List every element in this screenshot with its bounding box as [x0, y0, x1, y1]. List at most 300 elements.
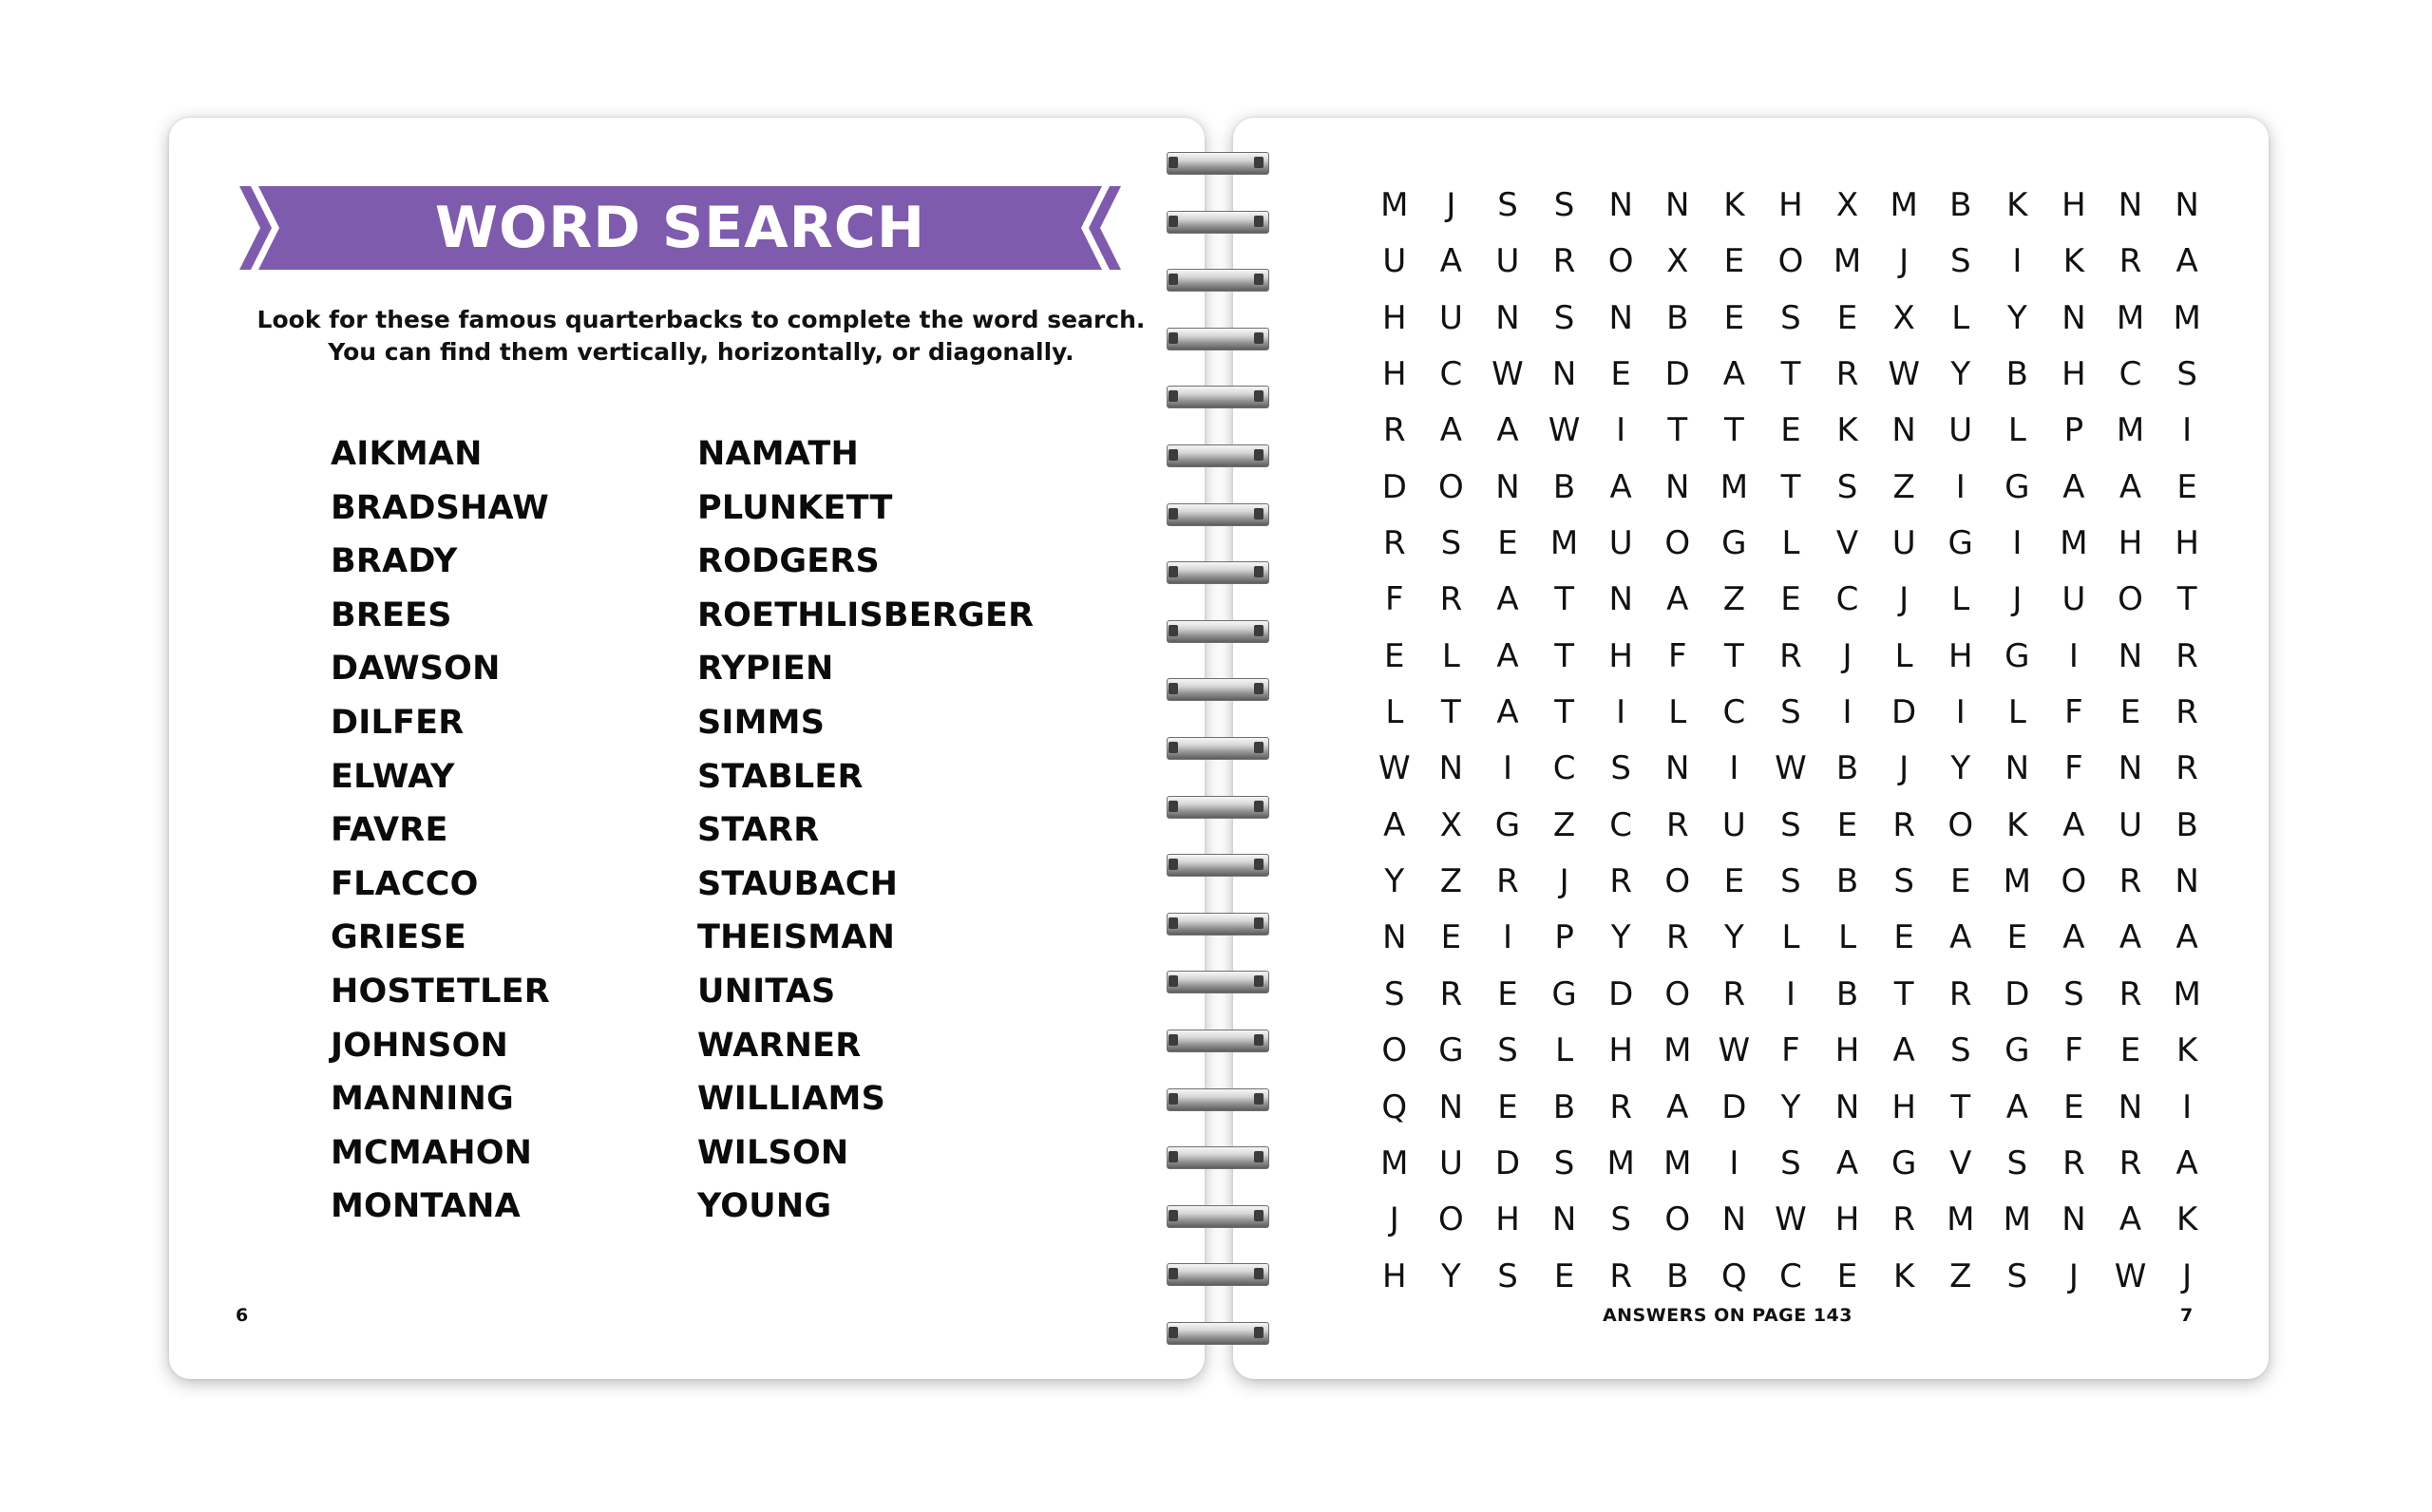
grid-letter: N [2118, 636, 2143, 675]
grid-letter: U [2062, 580, 2086, 619]
grid-letter: D [2004, 974, 2030, 1013]
grid-letter: Z [1439, 862, 1463, 901]
grid-letter: N [1608, 298, 1633, 337]
grid-letter: U [1948, 411, 1973, 450]
word-list-item: THEISMAN [697, 918, 896, 957]
grid-letter: K [2006, 805, 2028, 844]
grid-letter: O [1948, 805, 1974, 844]
grid-letter: S [1893, 862, 1914, 901]
grid-letter: D [1891, 693, 1917, 732]
grid-letter: U [1495, 242, 1520, 281]
grid-letter: S [1949, 242, 1971, 281]
title-banner [239, 186, 1121, 270]
grid-letter: S [2006, 1143, 2028, 1182]
grid-letter: N [2062, 298, 2086, 337]
grid-letter: N [1608, 580, 1633, 619]
grid-letter: F [2064, 1031, 2083, 1070]
grid-letter: A [2176, 918, 2198, 957]
grid-letter: C [1835, 580, 1859, 619]
grid-letter: U [1438, 1143, 1463, 1182]
grid-letter: O [1664, 524, 1691, 563]
grid-letter: N [2118, 1087, 2143, 1126]
grid-letter: Y [1384, 862, 1405, 901]
grid-letter: L [1441, 636, 1460, 675]
grid-letter: I [1955, 467, 1966, 506]
grid-letter: E [1497, 974, 1518, 1013]
grid-letter: M [1663, 1031, 1692, 1070]
word-list-item: RODGERS [697, 542, 880, 581]
grid-letter: F [2064, 749, 2083, 788]
grid-letter: A [2118, 918, 2142, 957]
grid-letter: R [2176, 693, 2198, 732]
grid-letter: Y [1723, 918, 1744, 957]
grid-letter: W [1775, 749, 1807, 788]
grid-letter: G [1890, 1143, 1917, 1182]
grid-letter: J [2068, 1257, 2079, 1295]
grid-letter: H [2175, 524, 2199, 563]
grid-letter: P [2063, 411, 2084, 450]
grid-letter: N [2175, 186, 2199, 224]
grid-letter: S [1780, 862, 1801, 901]
grid-letter: C [2118, 355, 2142, 394]
word-list-item: STAUBACH [697, 864, 899, 903]
spiral-ring [1167, 1322, 1271, 1345]
grid-letter: C [1439, 355, 1463, 394]
word-list-item: ROETHLISBERGER [697, 595, 1035, 634]
grid-letter: E [2119, 1031, 2141, 1070]
word-list-item: JOHNSON [331, 1026, 509, 1065]
grid-letter: R [1439, 580, 1463, 619]
word-list-item: DILFER [331, 703, 465, 742]
answers-note: ANSWERS ON PAGE 143 [1602, 1305, 1852, 1326]
grid-letter: R [1496, 862, 1519, 901]
spiral-ring [1167, 386, 1271, 408]
word-list-column-1 [331, 427, 550, 1234]
grid-letter: S [1497, 1031, 1518, 1070]
grid-letter: E [1553, 1257, 1575, 1295]
grid-letter: R [1665, 918, 1689, 957]
grid-letter: N [1665, 467, 1690, 506]
grid-letter: E [1723, 242, 1745, 281]
grid-letter: H [1382, 1257, 1407, 1295]
grid-letter: E [1497, 524, 1518, 563]
spiral-ring [1167, 1263, 1271, 1286]
grid-letter: S [1497, 1257, 1518, 1295]
grid-letter: S [1610, 749, 1631, 788]
grid-letter: E [1610, 355, 1631, 394]
grid-letter: Y [1950, 749, 1971, 788]
word-list-item: HOSTETLER [331, 972, 550, 1011]
spiral-ring [1167, 854, 1271, 877]
grid-letter: R [1722, 974, 1746, 1013]
grid-letter: R [1439, 974, 1463, 1013]
spiral-ring [1167, 269, 1271, 292]
grid-letter: F [1667, 636, 1687, 675]
grid-letter: A [2118, 1200, 2142, 1239]
grid-letter: T [1667, 411, 1688, 450]
grid-letter: J [1899, 580, 1910, 619]
grid-letter: N [1665, 749, 1690, 788]
grid-letter: S [1836, 467, 1858, 506]
spiral-ring [1167, 1205, 1271, 1228]
word-list-item: YOUNG [697, 1187, 832, 1226]
grid-letter: E [2006, 918, 2028, 957]
grid-letter: M [1606, 1143, 1635, 1182]
word-list-item: STABLER [697, 757, 864, 796]
grid-letter: X [1666, 242, 1689, 281]
word-list-item: UNITAS [697, 972, 836, 1011]
grid-letter: E [1949, 862, 1971, 901]
grid-letter: R [1892, 1200, 1915, 1239]
grid-letter: S [1780, 805, 1801, 844]
grid-letter: E [1384, 636, 1405, 675]
grid-letter: M [1549, 524, 1579, 563]
grid-letter: N [2004, 749, 2030, 788]
grid-letter: M [1663, 1143, 1692, 1182]
grid-letter: J [1559, 862, 1569, 901]
grid-letter: A [1439, 411, 1463, 450]
grid-letter: H [2062, 186, 2086, 224]
grid-letter: V [1949, 1143, 1972, 1182]
grid-letter: N [1438, 749, 1464, 788]
grid-letter: A [1666, 1087, 1689, 1126]
grid-letter: K [1892, 1257, 1915, 1295]
grid-letter: W [1378, 749, 1411, 788]
grid-letter: O [1381, 1031, 1408, 1070]
grid-letter: A [1949, 918, 1972, 957]
grid-letter: H [1382, 355, 1407, 394]
word-list-item: BREES [331, 595, 452, 634]
grid-letter: C [1552, 749, 1576, 788]
grid-letter: F [1781, 1031, 1800, 1070]
grid-letter: S [1553, 186, 1575, 224]
word-list-item: AIKMAN [331, 435, 483, 473]
grid-letter: I [2012, 524, 2023, 563]
grid-letter: U [2118, 805, 2142, 844]
spiral-ring [1167, 211, 1271, 234]
grid-letter: Y [1441, 1257, 1461, 1295]
grid-letter: A [1439, 242, 1463, 281]
grid-letter: W [2114, 1257, 2147, 1295]
word-list-item: FAVRE [331, 811, 448, 850]
word-list-item: PLUNKETT [697, 488, 893, 527]
grid-letter: J [2182, 1257, 2193, 1295]
grid-letter: I [1842, 693, 1852, 732]
grid-letter: A [2176, 242, 2198, 281]
grid-letter: B [1835, 974, 1859, 1013]
grid-letter: J [1899, 749, 1910, 788]
grid-letter: S [1553, 1143, 1575, 1182]
grid-letter: R [1609, 1087, 1632, 1126]
grid-letter: R [1779, 636, 1802, 675]
grid-letter: O [1777, 242, 1804, 281]
grid-letter: U [1721, 805, 1746, 844]
word-list-item: SIMMS [697, 703, 826, 742]
spiral-ring [1167, 444, 1271, 467]
word-list-item: WARNER [697, 1026, 862, 1065]
grid-letter: H [1778, 186, 1803, 224]
grid-letter: G [1551, 974, 1577, 1013]
grid-letter: A [2062, 805, 2085, 844]
grid-letter: L [2007, 693, 2026, 732]
grid-letter: I [1729, 749, 1739, 788]
grid-letter: U [1382, 242, 1407, 281]
grid-letter: S [1780, 298, 1801, 337]
grid-letter: S [1384, 974, 1405, 1013]
grid-letter: M [2116, 411, 2145, 450]
grid-letter: R [2118, 1143, 2142, 1182]
grid-letter: E [1893, 918, 1914, 957]
grid-letter: R [1892, 805, 1915, 844]
left-page [169, 118, 1205, 1379]
grid-letter: M [1720, 467, 1749, 506]
grid-letter: L [1951, 580, 1970, 619]
grid-letter: E [1723, 862, 1745, 901]
grid-letter: E [2063, 1087, 2084, 1126]
grid-letter: N [1495, 298, 1520, 337]
grid-letter: R [2176, 636, 2198, 675]
grid-letter: S [2176, 355, 2197, 394]
grid-letter: K [2176, 1200, 2198, 1239]
grid-letter: T [1950, 1087, 1971, 1126]
grid-letter: A [1609, 467, 1632, 506]
grid-letter: Z [1552, 805, 1576, 844]
grid-letter: F [1385, 580, 1404, 619]
grid-letter: K [1836, 411, 1858, 450]
grid-letter: R [2176, 749, 2198, 788]
grid-letter: B [1552, 467, 1576, 506]
grid-letter: S [1780, 1143, 1801, 1182]
spiral-ring [1167, 913, 1271, 936]
word-list-item: FLACCO [331, 864, 479, 903]
grid-letter: M [2003, 1200, 2031, 1239]
spiral-ring [1167, 503, 1271, 526]
grid-letter: R [2118, 242, 2142, 281]
word-list-item: RYPIEN [697, 650, 834, 689]
grid-letter: R [1382, 524, 1406, 563]
grid-letter: O [1664, 862, 1691, 901]
grid-letter: A [1383, 805, 1406, 844]
word-list-column-2 [697, 427, 1034, 1234]
grid-letter: S [1497, 186, 1518, 224]
grid-letter: A [1496, 636, 1519, 675]
grid-letter: R [2118, 974, 2142, 1013]
grid-letter: R [2118, 862, 2142, 901]
grid-letter: Q [1720, 1257, 1747, 1295]
grid-letter: G [1721, 524, 1747, 563]
grid-letter: G [2004, 636, 2030, 675]
grid-letter: E [1836, 298, 1858, 337]
grid-letter: A [1666, 580, 1689, 619]
instructions-line-1: Look for these famous quarterbacks to complete the word search. [256, 306, 1146, 333]
grid-letter: S [2006, 1257, 2028, 1295]
word-list-item: NAMATH [697, 435, 859, 473]
grid-letter: N [2175, 862, 2199, 901]
spiral-ring [1167, 1146, 1271, 1169]
grid-letter: I [1502, 749, 1512, 788]
grid-letter: N [1382, 918, 1407, 957]
grid-letter: K [2006, 186, 2028, 224]
grid-letter: H [1608, 636, 1633, 675]
grid-letter: A [1835, 1143, 1859, 1182]
grid-letter: E [1836, 1257, 1858, 1295]
grid-letter: U [1891, 524, 1916, 563]
grid-letter: N [1891, 411, 1916, 450]
grid-letter: N [2118, 186, 2143, 224]
grid-letter: M [2173, 298, 2201, 337]
grid-letter: W [1548, 411, 1581, 450]
grid-letter: T [1893, 974, 1914, 1013]
grid-letter: G [1494, 805, 1521, 844]
grid-letter: S [1440, 524, 1462, 563]
grid-letter: N [1721, 1200, 1747, 1239]
page-number: 6 [236, 1305, 249, 1326]
grid-letter: L [1894, 636, 1913, 675]
grid-letter: O [1438, 1200, 1464, 1239]
grid-letter: A [2118, 467, 2142, 506]
grid-letter: B [2005, 355, 2028, 394]
grid-letter: G [2004, 467, 2030, 506]
grid-letter: E [1723, 298, 1745, 337]
grid-letter: W [1718, 1031, 1751, 1070]
grid-letter: O [1664, 1200, 1691, 1239]
grid-letter: Z [1892, 467, 1915, 506]
spiral-binding [1167, 0, 1271, 1512]
grid-letter: X [1439, 805, 1463, 844]
spiral-ring [1167, 152, 1271, 175]
grid-letter: E [1836, 805, 1858, 844]
grid-letter: E [1440, 918, 1462, 957]
grid-letter: D [1721, 1087, 1747, 1126]
word-list-item: GRIESE [331, 918, 466, 957]
grid-letter: O [1438, 467, 1464, 506]
grid-letter: Y [1610, 918, 1631, 957]
grid-letter: X [1835, 186, 1859, 224]
grid-letter: L [1781, 918, 1800, 957]
grid-letter: B [1666, 298, 1689, 337]
grid-letter: M [1833, 242, 1862, 281]
spiral-ring [1167, 620, 1271, 643]
grid-letter: A [2062, 918, 2085, 957]
grid-letter: S [1610, 1200, 1631, 1239]
right-page [1233, 118, 2269, 1379]
grid-letter: D [1664, 355, 1690, 394]
grid-letter: Y [2006, 298, 2027, 337]
word-list-item: BRADY [331, 542, 458, 581]
grid-letter: K [1723, 186, 1745, 224]
grid-letter: I [1616, 693, 1626, 732]
grid-letter: A [1496, 693, 1519, 732]
grid-letter: L [1555, 1031, 1574, 1070]
spiral-ring [1167, 561, 1271, 584]
grid-letter: I [2182, 411, 2193, 450]
grid-letter: H [1834, 1200, 1860, 1239]
word-list-item: WILSON [697, 1133, 849, 1172]
grid-letter: H [1382, 298, 1407, 337]
word-list-item: MCMAHON [331, 1133, 533, 1172]
grid-letter: T [1780, 467, 1801, 506]
grid-letter: H [2118, 524, 2143, 563]
grid-letter: M [1380, 1143, 1409, 1182]
grid-letter: N [1834, 1087, 1860, 1126]
grid-letter: X [1892, 298, 1915, 337]
grid-letter: I [1502, 918, 1512, 957]
word-list-item: MONTANA [331, 1187, 521, 1226]
grid-letter: G [1438, 1031, 1464, 1070]
grid-letter: K [2062, 242, 2085, 281]
grid-letter: L [2007, 411, 2026, 450]
grid-letter: R [1609, 862, 1632, 901]
grid-letter: I [2182, 1087, 2193, 1126]
grid-letter: E [2176, 467, 2197, 506]
grid-letter: L [1838, 918, 1857, 957]
grid-letter: R [2062, 1143, 2085, 1182]
grid-letter: R [1665, 805, 1689, 844]
spiral-ring [1167, 796, 1271, 819]
grid-letter: N [1551, 1200, 1577, 1239]
grid-letter: I [1785, 974, 1796, 1013]
grid-letter: Y [1780, 1087, 1801, 1126]
grid-letter: E [1780, 411, 1801, 450]
grid-letter: W [1888, 355, 1920, 394]
grid-letter: M [1890, 186, 1918, 224]
instructions-line-2: You can find them vertically, horizontally, or diagonally. [328, 338, 1074, 366]
grid-letter: Q [1381, 1087, 1408, 1126]
grid-letter: V [1835, 524, 1859, 563]
spiral-ring [1167, 678, 1271, 701]
grid-letter: T [1554, 580, 1574, 619]
grid-letter: G [1948, 524, 1973, 563]
grid-letter: I [2012, 242, 2023, 281]
grid-letter: J [1899, 242, 1910, 281]
grid-letter: A [2062, 467, 2085, 506]
grid-letter: C [1609, 805, 1633, 844]
grid-letter: G [2004, 1031, 2030, 1070]
word-list-item: DAWSON [331, 650, 501, 689]
grid-letter: N [1495, 467, 1520, 506]
grid-letter: J [2012, 580, 2023, 619]
grid-letter: W [1492, 355, 1524, 394]
grid-letter: L [1781, 524, 1800, 563]
grid-letter: R [1609, 1257, 1632, 1295]
grid-letter: M [2116, 298, 2145, 337]
grid-letter: C [1722, 693, 1746, 732]
grid-letter: R [1835, 355, 1859, 394]
grid-letter: B [1552, 1087, 1576, 1126]
grid-letter: B [1835, 862, 1859, 901]
grid-letter: I [1616, 411, 1626, 450]
grid-letter: B [2176, 805, 2198, 844]
grid-letter: E [2119, 693, 2141, 732]
grid-letter: N [2118, 749, 2143, 788]
instructions [226, 304, 1176, 369]
grid-letter: O [1607, 242, 1634, 281]
word-list-item: WILLIAMS [697, 1080, 885, 1119]
grid-letter: L [1668, 693, 1687, 732]
grid-letter: A [2005, 1087, 2028, 1126]
grid-letter: I [2068, 636, 2079, 675]
grid-letter: U [1438, 298, 1463, 337]
spiral-ring [1167, 1088, 1271, 1111]
grid-letter: Y [1950, 355, 1971, 394]
grid-letter: T [1554, 693, 1574, 732]
grid-letter: I [1955, 693, 1966, 732]
grid-letter: A [1496, 580, 1519, 619]
grid-letter: R [1948, 974, 1972, 1013]
grid-letter: N [1551, 355, 1577, 394]
grid-letter: D [1381, 467, 1407, 506]
grid-letter: H [1608, 1031, 1633, 1070]
